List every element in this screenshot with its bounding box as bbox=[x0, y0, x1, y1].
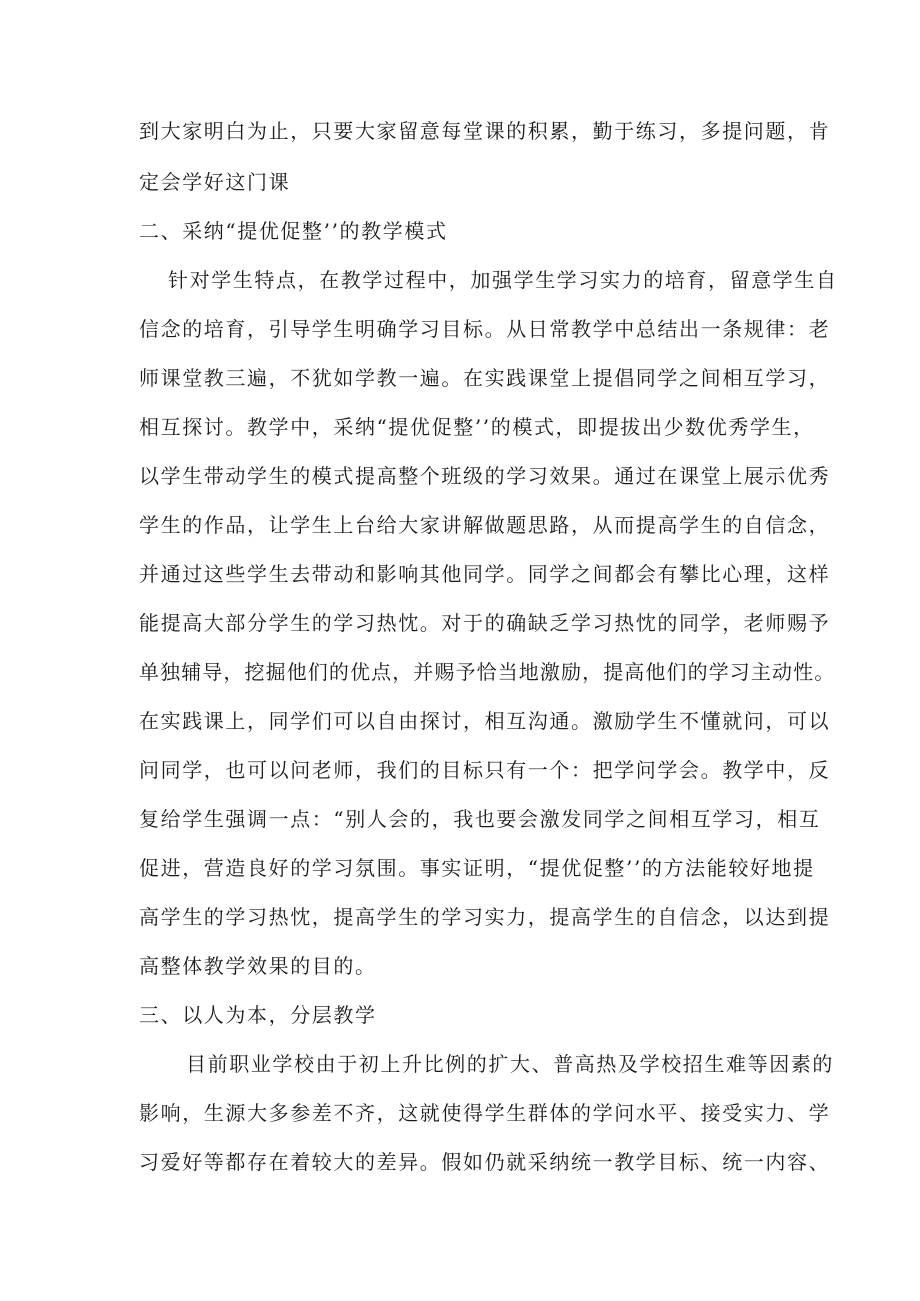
text-line-16: 促进，营造良好的学习氛围。事实证明，“提优促整’’的方法能较好地提 bbox=[139, 856, 815, 880]
text-line-6: 师课堂教三遍，不犹如学教一遍。在实践课堂上提倡同学之间相互学习， bbox=[139, 366, 831, 390]
text-line-4: 针对学生特点，在教学过程中，加强学生学习实力的培育，留意学生自 bbox=[168, 268, 838, 292]
text-line-20: 目前职业学校由于初上升比例的扩大、普高热及学校招生难等因素的 bbox=[186, 1052, 834, 1076]
text-line-15: 复给学生强调一点：“别人会的，我也要会激发同学之间相互学习，相互 bbox=[139, 807, 821, 831]
text-line-7: 相互探讨。教学中，采纳“提优促整’’的模式，即提拔出少数优秀学生， bbox=[139, 415, 815, 439]
text-line-17: 高学生的学习热忱，提高学生的学习实力，提高学生的自信念，以达到提 bbox=[139, 905, 831, 929]
text-line-9: 学生的作品，让学生上台给大家讲解做题思路，从而提高学生的自信念， bbox=[139, 513, 831, 537]
text-line-2: 定会学好这门课 bbox=[139, 170, 291, 194]
section-heading-2: 二、采纳“提优促整’’的教学模式 bbox=[139, 219, 448, 243]
text-line-21: 影响，生源大多参差不齐，这就使得学生群体的学问水平、接受实力、学 bbox=[139, 1101, 831, 1125]
text-line-13: 在实践课上，同学们可以自由探讨，相互沟通。激励学生不懂就问，可以 bbox=[139, 709, 831, 733]
text-line-14: 问同学，也可以问老师，我们的目标只有一个：把学问学会。教学中，反 bbox=[139, 758, 831, 782]
text-line-18: 高整体教学效果的目的。 bbox=[139, 954, 377, 978]
text-line-5: 信念的培育，引导学生明确学习目标。从日常教学中总结出一条规律：老 bbox=[139, 317, 831, 341]
text-line-1: 到大家明白为止，只要大家留意每堂课的积累，勤于练习，多提问题，肯 bbox=[139, 119, 831, 143]
text-line-22: 习爱好等都存在着较大的差异。假如仍就采纳统一教学目标、统一内容、 bbox=[139, 1150, 831, 1174]
text-line-12: 单独辅导，挖掘他们的优点，并赐予恰当地激励，提高他们的学习主动性。 bbox=[139, 660, 836, 684]
text-line-8: 以学生带动学生的模式提高整个班级的学习效果。通过在课堂上展示优秀 bbox=[139, 464, 831, 488]
text-line-10: 并通过这些学生去带动和影响其他同学。同学之间都会有攀比心理，这样 bbox=[139, 562, 831, 586]
text-line-11: 能提高大部分学生的学习热忱。对于的确缺乏学习热忱的同学，老师赐予 bbox=[139, 611, 831, 635]
section-heading-3: 三、以人为本，分层教学 bbox=[139, 1003, 377, 1027]
